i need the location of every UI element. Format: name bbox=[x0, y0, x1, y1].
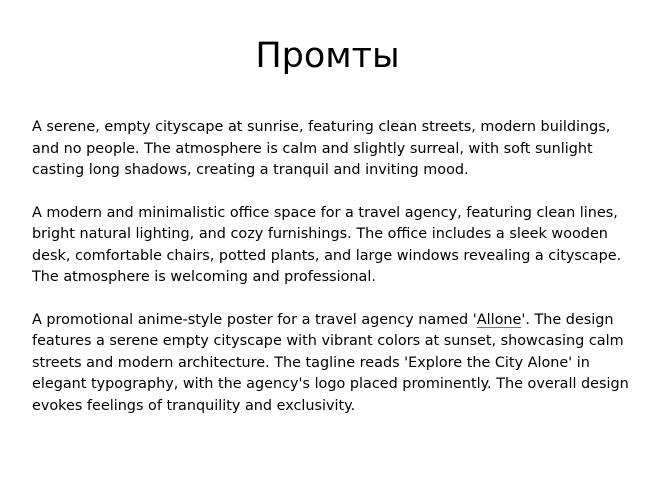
text-segment: '. The design bbox=[521, 311, 614, 328]
text-line: desk, comfortable chairs, potted plants, and large windows revealing a cityscape. bbox=[32, 247, 622, 264]
text-segment: A promotional anime-style poster for a travel agency named ' bbox=[32, 311, 477, 328]
text-line: and no people. The atmosphere is calm and slightly surreal, with soft sunlight bbox=[32, 140, 593, 157]
slide-title: Промты bbox=[255, 36, 400, 76]
text-line: A serene, empty cityscape at sunrise, featuring clean streets, modern buildings, bbox=[32, 119, 611, 135]
text-line: A modern and minimalistic office space for a travel agency, featuring clean lines, bbox=[32, 204, 618, 221]
text-line: bright natural lighting, and cozy furnishings. The office includes a sleek wooden bbox=[32, 226, 608, 242]
text-line: casting long shadows, creating a tranquil and inviting mood. bbox=[32, 162, 469, 178]
spellcheck-underlined-word: Allone bbox=[476, 311, 522, 328]
text-line bbox=[32, 310, 642, 332]
prompt-paragraph-3 bbox=[32, 310, 642, 418]
prompt-paragraph-2 bbox=[32, 203, 642, 289]
text-line: features a serene empty cityscape with vibrant colors at sunset, showcasing calm bbox=[32, 333, 624, 349]
text-line: The atmosphere is welcoming and professional. bbox=[32, 269, 376, 285]
prompt-paragraph-1 bbox=[32, 117, 642, 182]
text-line: evokes feelings of tranquility and exclusivity. bbox=[32, 397, 356, 414]
slide-body bbox=[32, 117, 642, 438]
text-line: streets and modern architecture. The tagline reads 'Explore the City Alone' in bbox=[32, 354, 590, 371]
text-line: elegant typography, with the agency's logo placed prominently. The overall design bbox=[32, 376, 629, 392]
